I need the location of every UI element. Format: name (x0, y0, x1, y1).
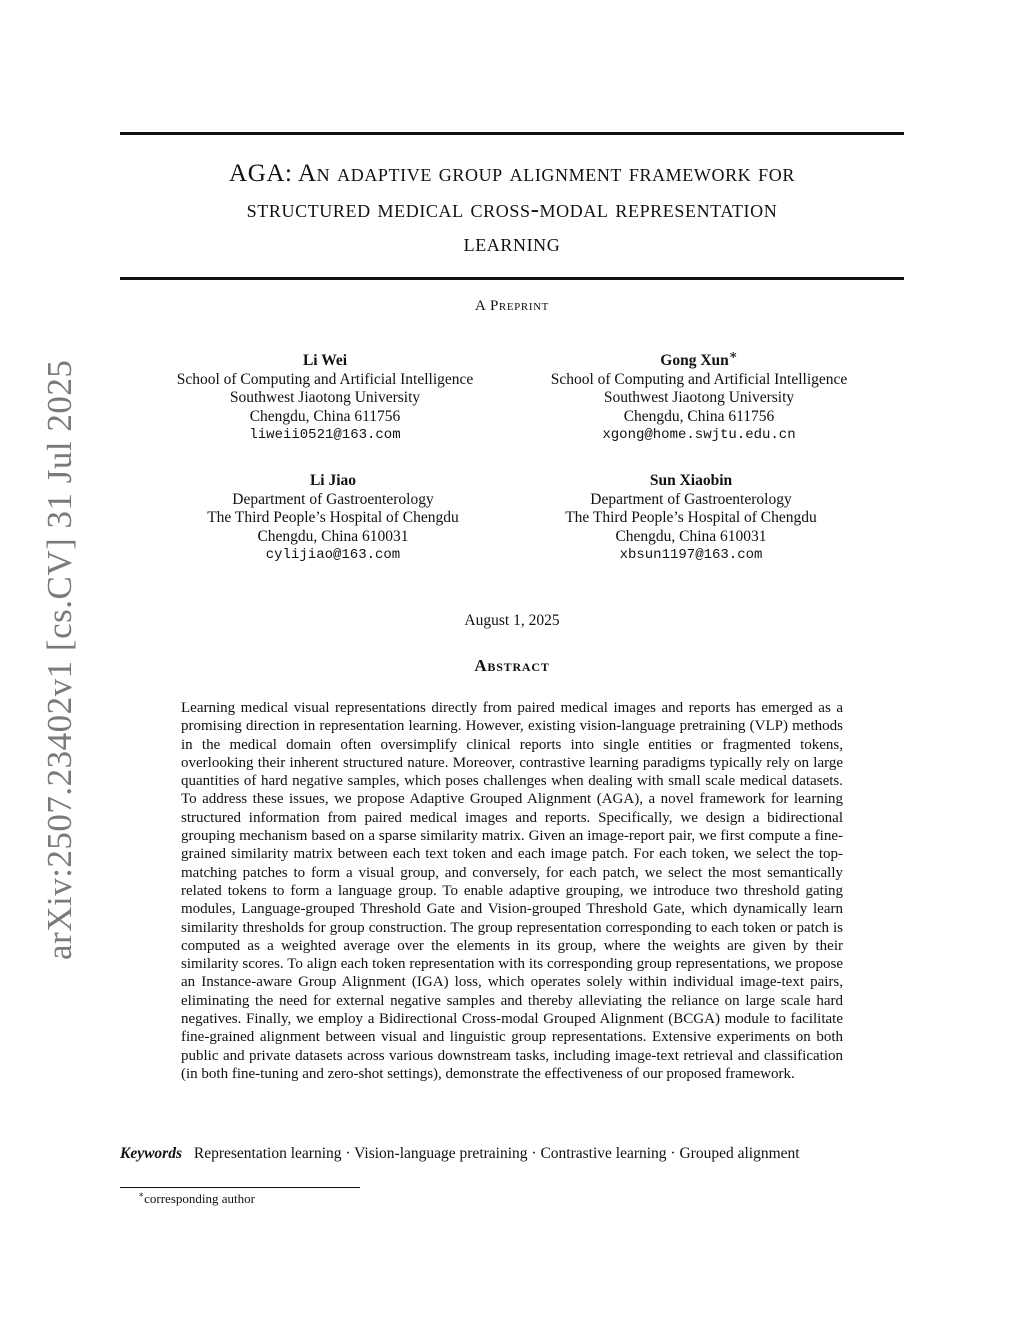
keywords-text: Representation learning · Vision-language pretraining · Contrastive learning · Grouped alignment (193, 1145, 800, 1162)
corresponding-author-marker: ∗ (728, 346, 738, 362)
author-affiliation: Department of Gastroenterology (590, 490, 792, 508)
author-affiliation: Southwest Jiaotong University (229, 389, 421, 406)
author-block (509, 346, 889, 445)
abstract-body: Learning medical visual representations directly from paired medical images and reports has emerged as a promising direction in representation learning. However, existing vision-language pretraining (VLP) methods in the medical domain often oversimplify clinical reports into single entities or fragmented tokens, overlooking their inherent structured nature. Moreover, contrastive learning paradigms typically rely on large quantities of hard negative samples, which poses challenges when dealing with small scale medical datasets. To address these issues, we propose Adaptive Grouped Alignment (AGA), a novel framework for learning structured information from paired medical images and reports. Specifically, we design a bidirectional grouping mechanism based on a sparse similarity matrix. Given an image-report pair, we first compute a fine-grained similarity matrix between each text token and each image patch. For each token, we select the top-matching patches to form a visual group, and conversely, for each patch, we select the most semantically related tokens to form a language group. To enable adaptive grouping, we introduce two threshold gating modules, Language-grouped Threshold Gate and Vision-grouped Threshold Gate, which dynamically learn similarity thresholds for group construction. The group representation corresponding to each token or patch is computed as a weighted average over the elements in its group, where the weights are given by their similarity scores. To align each token representation with its corresponding group representations, we propose an Instance-aware Group Alignment (IGA) loss, which operates solely within individual image-text pairs, eliminating the need for external negative samples and thereby alleviating the reliance on large scale hard negatives. Finally, we employ a Bidirectional Cross-modal Grouped Alignment (BCGA) module to facilitate fine-grained alignment between visual and linguistic group representations. Extensive experiments on both public and private datasets across various downstream tasks, including image-text retrieval and classification (in both fine-tuning and zero-shot settings), demonstrate the effectiveness of our proposed framework. (181, 700, 843, 1082)
title-line-1: AGA: An adaptive group alignment framework for (229, 160, 795, 187)
author-affiliation: The Third People’s Hospital of Chengdu (207, 509, 459, 526)
author-affiliation: School of Computing and Artificial Intelligence (176, 370, 474, 388)
author-affiliation: Chengdu, China 610031 (257, 527, 409, 545)
title-line-3: learning (463, 230, 561, 257)
author-block (143, 472, 523, 565)
arxiv-identifier-sidebar: arXiv:2507.23402v1 [cs.CV] 31 Jul 2025 (40, 359, 79, 960)
author-email[interactable]: cylijiao@163.com (265, 547, 401, 563)
author-affiliation: Southwest Jiaotong University (603, 389, 795, 406)
author-name: Li Jiao (309, 472, 357, 489)
author-block (501, 472, 881, 565)
author-email[interactable]: xgong@home.swjtu.edu.cn (602, 427, 796, 443)
title-bottom-rule (120, 277, 904, 280)
footnote (138, 1191, 255, 1207)
title-top-rule (120, 132, 904, 135)
author-affiliation: Chengdu, China 611756 (249, 407, 401, 425)
author-affiliation: Chengdu, China 611756 (623, 407, 775, 425)
author-name: Gong Xun (660, 352, 729, 369)
footnote-rule (120, 1187, 360, 1188)
preprint-label: A Preprint (475, 298, 549, 314)
author-email[interactable]: liweii0521@163.com (249, 427, 401, 443)
footnote-text: corresponding author (144, 1191, 255, 1206)
author-affiliation: The Third People’s Hospital of Chengdu (565, 509, 817, 526)
title-line-2: structured medical cross-modal representation (246, 196, 778, 223)
author-name: Li Wei (302, 352, 348, 369)
keywords-line (120, 1145, 920, 1163)
keywords-label: Keywords (120, 1145, 182, 1162)
abstract-heading: Abstract (474, 656, 550, 675)
author-affiliation: Chengdu, China 610031 (615, 527, 767, 545)
author-name: Sun Xiaobin (649, 472, 733, 489)
footnote-marker: ∗ (138, 1189, 145, 1200)
author-affiliation: Department of Gastroenterology (232, 490, 434, 508)
author-affiliation: School of Computing and Artificial Intelligence (550, 370, 848, 388)
author-block (135, 352, 515, 445)
publication-date: August 1, 2025 (464, 612, 560, 629)
author-email[interactable]: xbsun1197@163.com (619, 547, 763, 563)
